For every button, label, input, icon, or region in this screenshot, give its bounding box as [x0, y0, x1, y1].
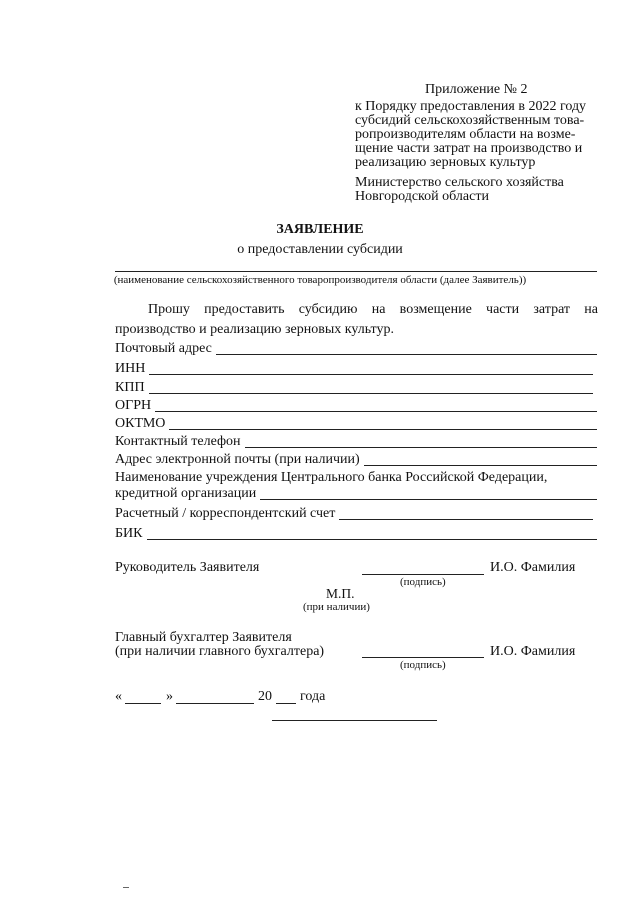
field-line[interactable]	[149, 373, 593, 375]
head-signature-caption: (подпись)	[400, 576, 446, 588]
ministry-line: Новгородской области	[355, 189, 489, 204]
field-label: ОГРН	[115, 398, 152, 413]
head-name: И.О. Фамилия	[490, 560, 576, 575]
field-line[interactable]	[364, 464, 597, 466]
field-line[interactable]	[169, 428, 597, 430]
kpp-field[interactable]	[115, 379, 593, 397]
bik-field[interactable]	[115, 525, 597, 543]
inn-field[interactable]	[115, 360, 593, 378]
document-subtitle: о предоставлении субсидии	[237, 242, 403, 257]
field-line[interactable]	[149, 392, 593, 394]
appendix-line: к Порядку предоставления в 2022 году	[355, 99, 587, 114]
accountant-signature-line[interactable]	[362, 657, 484, 658]
field-label: ОКТМО	[115, 416, 166, 431]
date-year-line[interactable]	[276, 703, 296, 704]
request-line-1: Прошу предоставить субсидию на возмещение части затрат на	[148, 302, 598, 317]
field-label: Адрес электронной почты (при наличии)	[115, 452, 360, 467]
date-day-line[interactable]	[125, 703, 161, 704]
field-line[interactable]	[216, 353, 597, 355]
document-title: ЗАЯВЛЕНИЕ	[276, 222, 364, 237]
field-label: Расчетный / корреспондентский счет	[115, 506, 336, 521]
accountant-signature-caption: (подпись)	[400, 659, 446, 671]
appendix-line: субсидий сельскохозяйственным това-	[355, 113, 585, 128]
accountant-name: И.О. Фамилия	[490, 644, 576, 659]
head-label: Руководитель Заявителя	[115, 560, 260, 575]
accountant-label-line-2: (при наличии главного бухгалтера)	[115, 644, 325, 659]
applicant-caption: (наименование сельскохозяйственного товаропроизводителя области (далее Заявитель))	[113, 274, 527, 286]
accountant-label-line-1: Главный бухгалтер Заявителя	[115, 630, 292, 645]
appendix-line: реализацию зерновых культур	[355, 155, 536, 170]
field-label: Контактный телефон	[115, 434, 241, 449]
bank-label-line-1: Наименование учреждения Центрального банка Российской Федерации,	[115, 470, 548, 485]
field-line[interactable]	[339, 518, 593, 520]
field-line[interactable]	[260, 498, 597, 500]
appendix-line: щение части затрат на производство и	[355, 141, 583, 156]
date-open-quote: «	[115, 689, 122, 704]
date-year-prefix: 20	[258, 689, 272, 704]
field-label: Почтовый адрес	[115, 341, 212, 356]
stamp-label: М.П.	[326, 586, 355, 601]
request-line-2: производство и реализацию зерновых культур.	[115, 322, 394, 337]
date-year-suffix: года	[300, 689, 326, 704]
scan-mark	[123, 887, 129, 888]
bank-name-field[interactable]	[115, 485, 597, 503]
field-line[interactable]	[155, 410, 597, 412]
field-label: ИНН	[115, 361, 146, 376]
ministry-line: Министерство сельского хозяйства	[355, 175, 564, 190]
phone-field[interactable]	[115, 433, 597, 451]
field-label: кредитной организации	[115, 486, 257, 501]
field-line[interactable]	[245, 446, 597, 448]
applicant-name-line[interactable]	[115, 271, 597, 272]
field-line[interactable]	[147, 538, 598, 540]
oktmo-field[interactable]	[115, 415, 597, 433]
field-label: КПП	[115, 380, 145, 395]
date-close-quote: »	[166, 689, 173, 704]
postal-address-field[interactable]	[115, 340, 597, 358]
bottom-rule	[272, 720, 437, 721]
head-signature-line[interactable]	[362, 574, 484, 575]
stamp-note: (при наличии)	[303, 601, 370, 613]
field-label: БИК	[115, 526, 143, 541]
date-month-line[interactable]	[176, 703, 254, 704]
appendix-line: ропроизводителям области на возме-	[355, 127, 576, 142]
appendix-title: Приложение № 2	[425, 82, 528, 97]
ogrn-field[interactable]	[115, 397, 597, 415]
account-field[interactable]	[115, 505, 593, 523]
email-field[interactable]	[115, 451, 597, 469]
